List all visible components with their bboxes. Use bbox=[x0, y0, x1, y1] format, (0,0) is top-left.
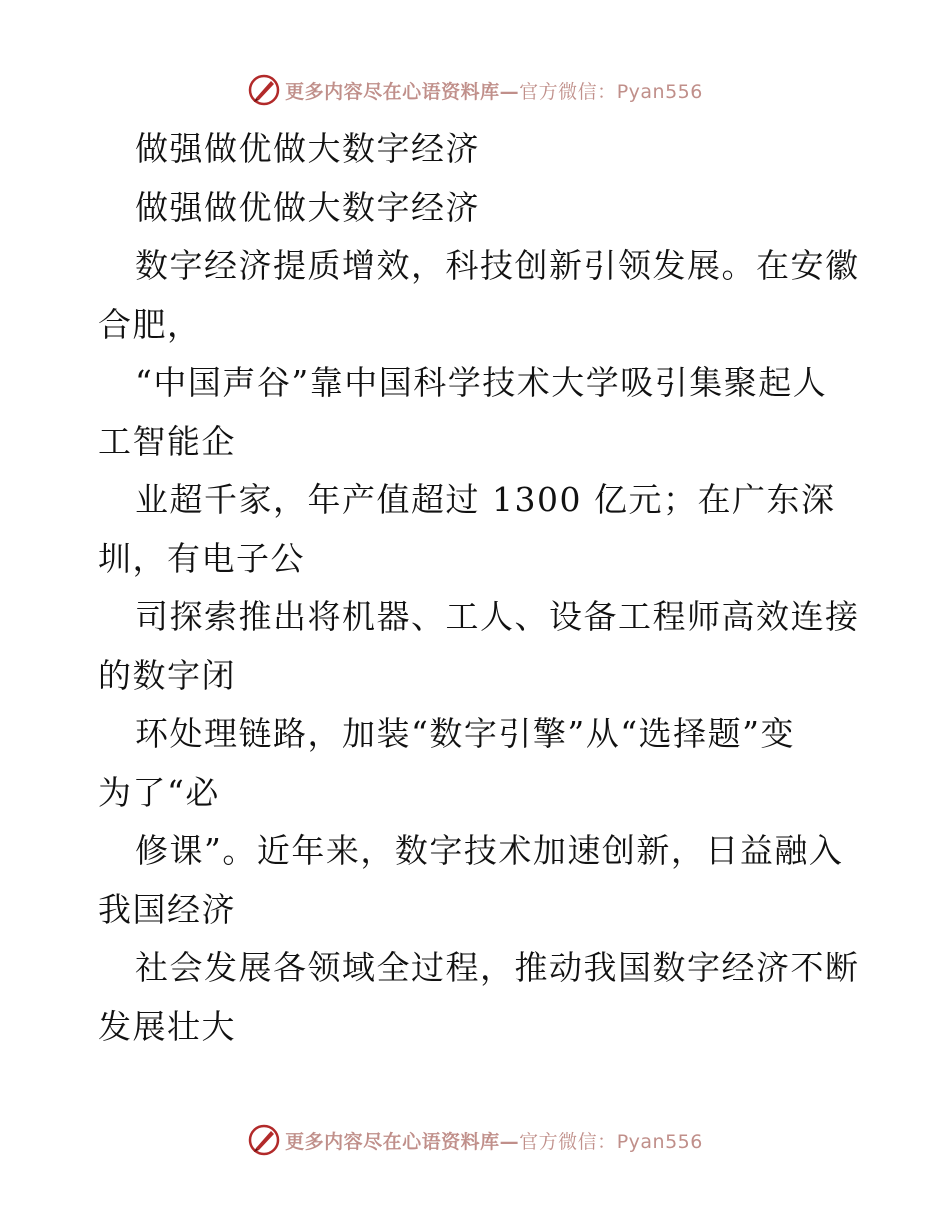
banner-main-text: 更多内容尽在心语资料库 bbox=[285, 1130, 500, 1153]
doc-title: 做强做优做大数字经济 bbox=[135, 129, 480, 168]
banner-wechat-label: 官方微信： bbox=[519, 80, 617, 103]
doc-line: 的数字闭 bbox=[98, 655, 236, 695]
doc-line: 修课”。近年来，数字技术加速创新，日益融入 bbox=[135, 831, 844, 870]
doc-line: 司探索推出将机器、工人、设备工程师高效连接 bbox=[135, 597, 860, 636]
doc-line: 数字经济提质增效，科技创新引领发展。在安徽 bbox=[135, 246, 860, 285]
banner-wechat-label: 官方微信： bbox=[519, 1130, 617, 1153]
quill-pen-logo-icon bbox=[247, 73, 281, 107]
banner-main-text: 更多内容尽在心语资料库 bbox=[285, 80, 500, 103]
doc-line: 社会发展各领域全过程，推动我国数字经济不断 bbox=[135, 948, 860, 987]
document-body bbox=[98, 120, 868, 1056]
doc-line: 合肥， bbox=[98, 304, 202, 344]
quill-pen-logo-icon bbox=[247, 1123, 281, 1157]
footer-watermark-banner bbox=[0, 1118, 950, 1162]
doc-line: 为了“必 bbox=[98, 772, 220, 812]
doc-line: “中国声谷”靠中国科学技术大学吸引集聚起人 bbox=[135, 363, 828, 402]
banner-dash: — bbox=[499, 1130, 520, 1153]
doc-line: 我国经济 bbox=[98, 889, 236, 929]
banner-handle: Pyan556 bbox=[616, 1130, 703, 1153]
doc-line: 发展壮大 bbox=[98, 1006, 236, 1046]
doc-line: 环处理链路，加装“数字引擎”从“选择题”变 bbox=[135, 714, 795, 753]
header-watermark-banner bbox=[0, 68, 950, 112]
banner-dash: — bbox=[499, 80, 520, 103]
doc-line: 工智能企 bbox=[98, 421, 236, 461]
banner-handle: Pyan556 bbox=[616, 80, 703, 103]
doc-line: 圳，有电子公 bbox=[98, 538, 305, 578]
doc-line: 业超千家，年产值超过 1300 亿元；在广东深 bbox=[135, 480, 836, 519]
doc-subtitle: 做强做优做大数字经济 bbox=[135, 187, 480, 227]
